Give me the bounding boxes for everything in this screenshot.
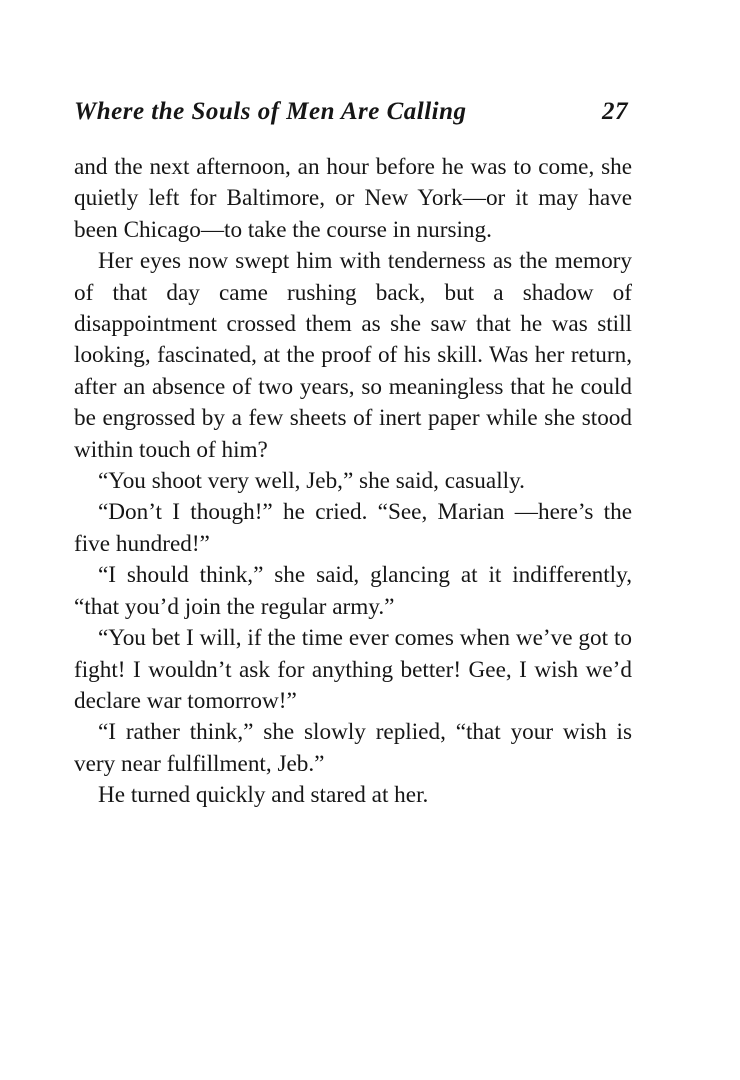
paragraph-7: “I rather think,” she slowly replied, “that your wish is very near fulfillment, Jeb.” [74,719,632,777]
paragraph-1: and the next afternoon, an hour before he was to come, she quietly left for Baltimore, or New York—or it may have been Chicago—to take the course in nursing. [74,154,632,243]
chapter-title: Where the Souls of Men Are Calling [74,98,467,125]
paragraph-6: “You bet I will, if the time ever comes when we’ve got to fight! I wouldn’t ask for anything better! Gee, I wish we’d declare war tomorrow!” [74,625,632,714]
paragraph-3: “You shoot very well, Jeb,” she said, casually. [98,468,525,495]
paragraph-8: He turned quickly and stared at her. [98,782,429,809]
book-page [74,98,632,812]
running-header [74,98,632,138]
paragraph-5: “I should think,” she said, glancing at it indifferently, “that you’d join the regular army.” [74,562,632,620]
page-number: 27 [602,98,628,125]
paragraph-4: “Don’t I though!” he cried. “See, Marian —here’s the five hundred!” [74,499,632,557]
paragraph-2: Her eyes now swept him with tenderness as the memory of that day came rushing back, but a shadow of disappointment crossed them as she saw that he was still looking, fascinated, at the proof of his skill. Was her return, after an absence of two years, so meaningless that he could be engrossed by a few sheets of inert paper while she stood within touch of him? [74,248,632,463]
body-text [74,152,632,812]
